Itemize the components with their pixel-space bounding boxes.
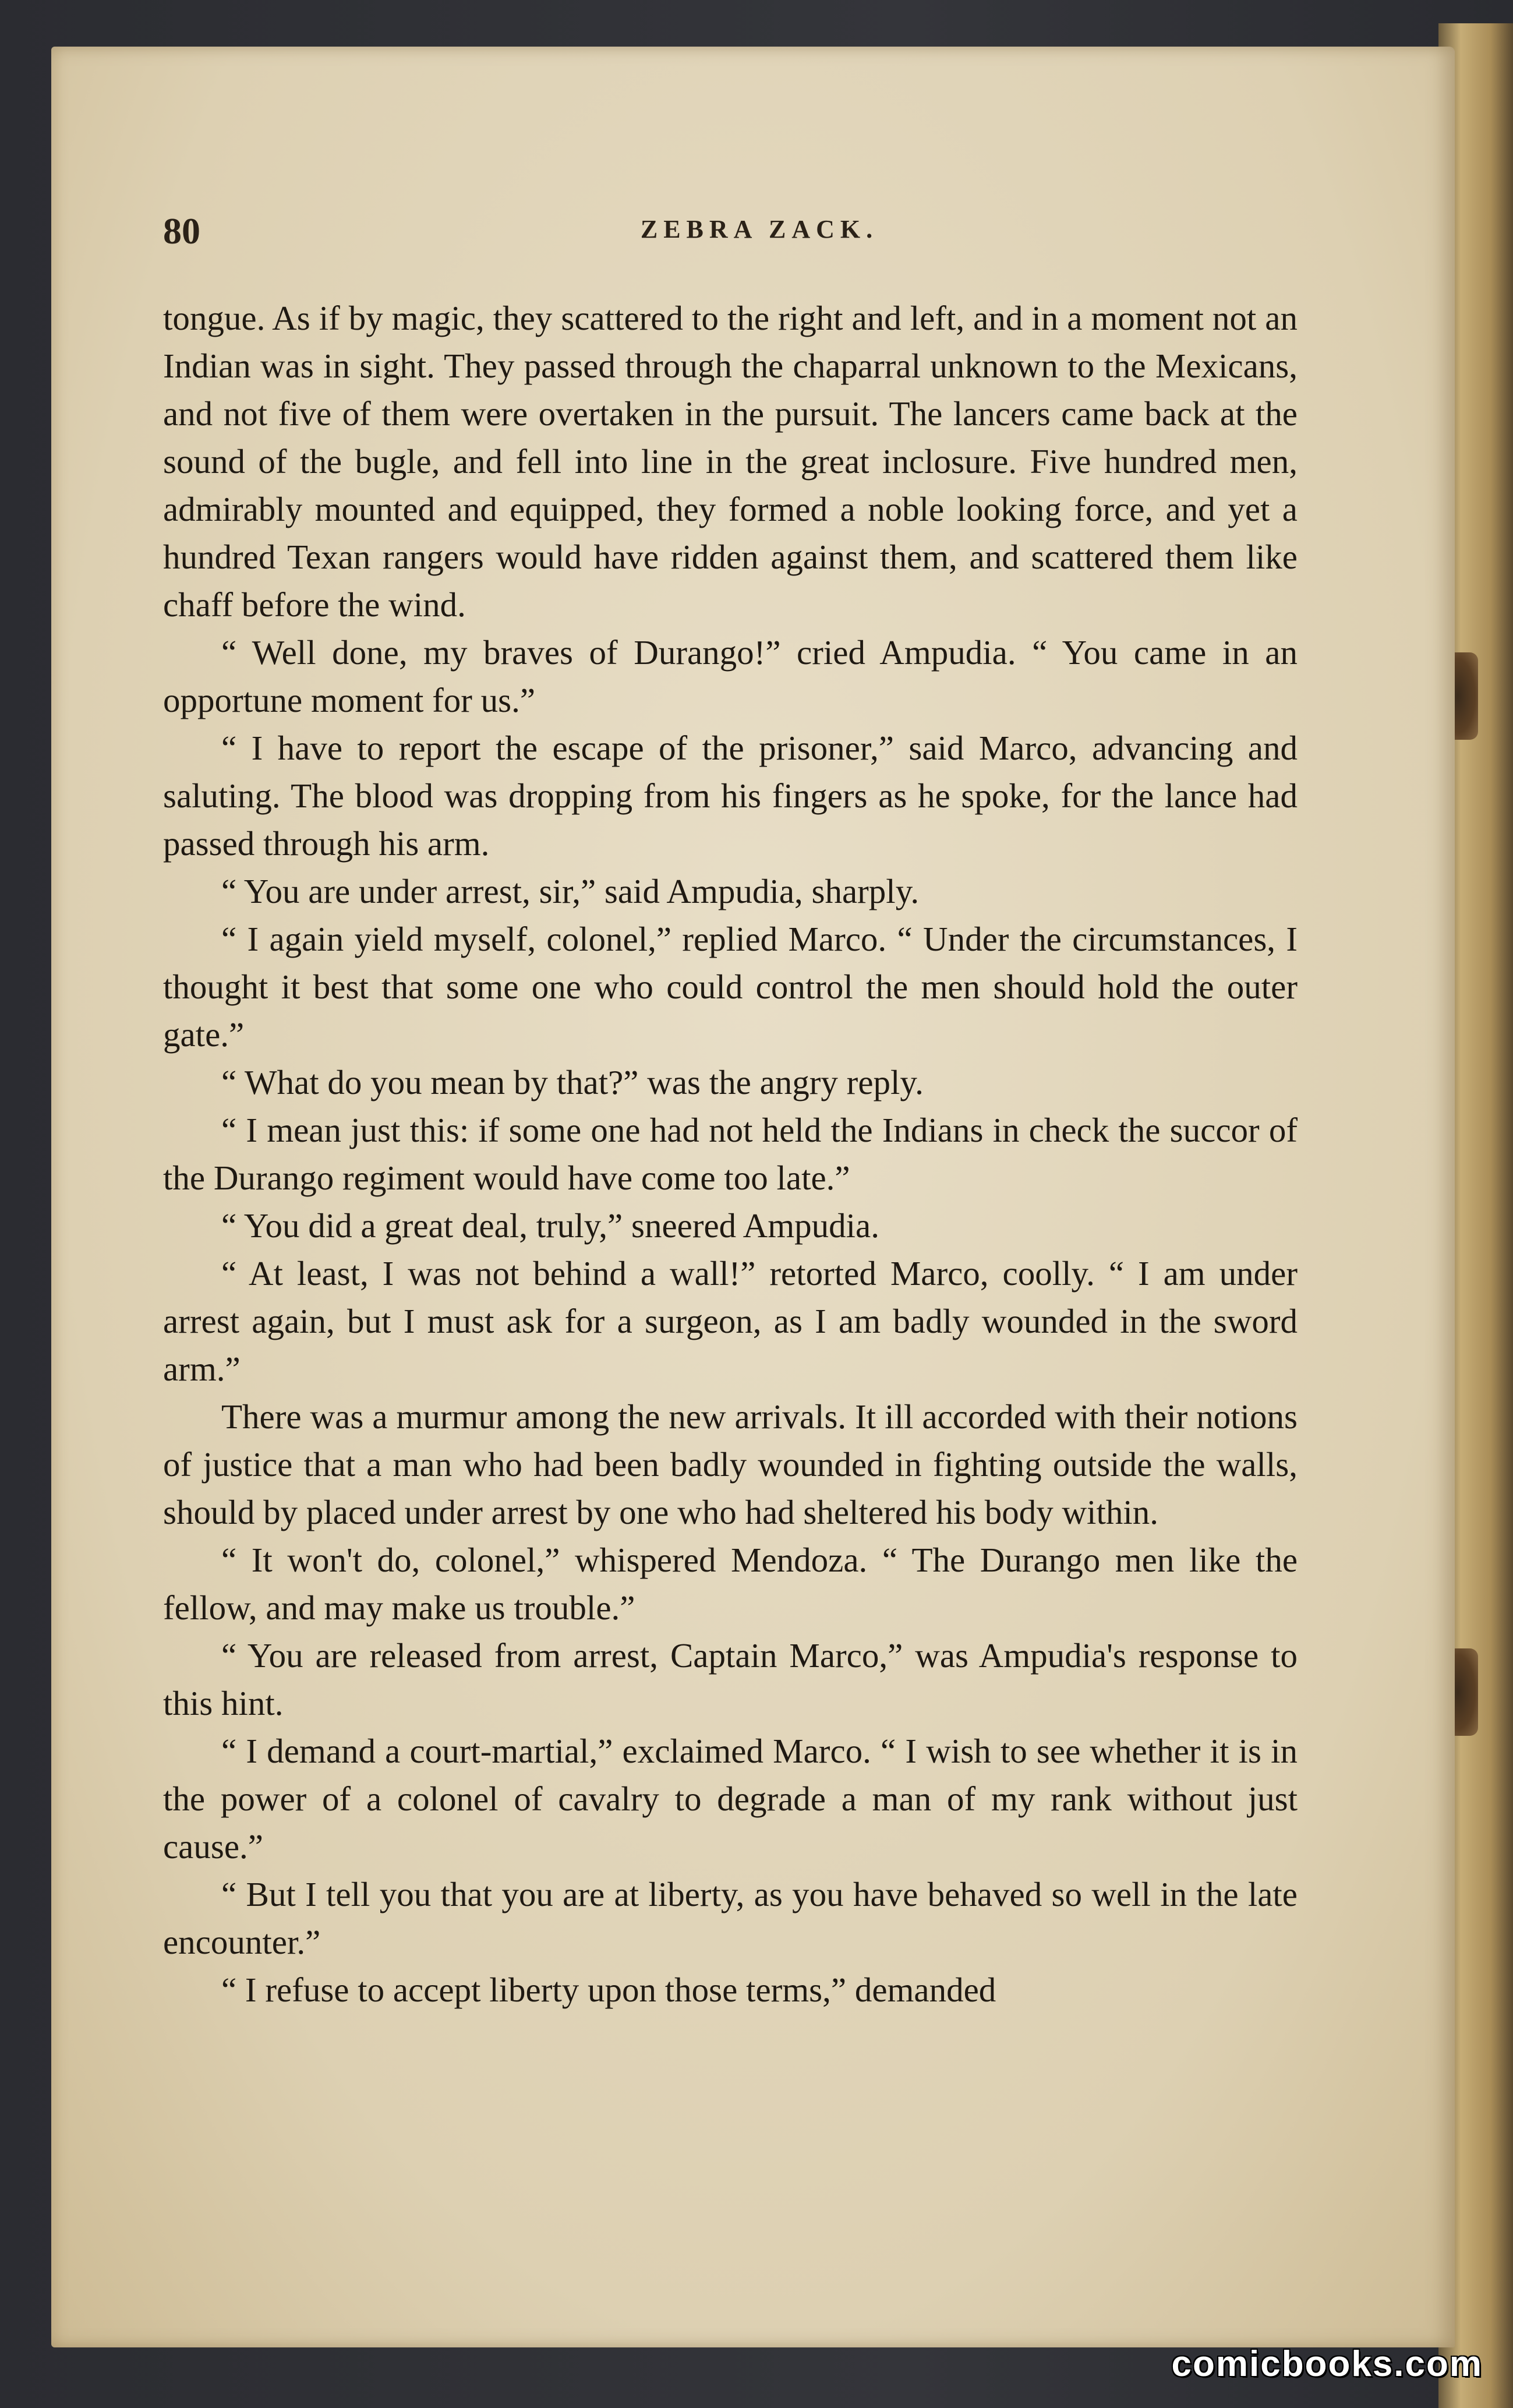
body-text <box>163 294 1298 2014</box>
paragraph: “ It won't do, colonel,” whispered Mendoza. “ The Durango men like the fellow, and may make us trouble.” <box>163 1541 1298 1627</box>
paragraph: “ But I tell you that you are at liberty, as you have behaved so well in the late encounter.” <box>163 1875 1298 1961</box>
running-head: ZEBRA ZACK. <box>640 215 879 243</box>
page-header <box>163 210 1356 256</box>
paragraph: “ You did a great deal, truly,” sneered Ampudia. <box>221 1206 879 1245</box>
paragraph: “ You are released from arrest, Captain Marco,” was Ampudia's response to this hint. <box>163 1636 1298 1722</box>
page-number: 80 <box>163 210 200 252</box>
paragraph: “ I mean just this: if some one had not held the Indians in check the succor of the Durango regiment would have come too late.” <box>163 1111 1298 1197</box>
paragraph: “ You are under arrest, sir,” said Ampudia, sharply. <box>221 872 920 910</box>
paragraph: There was a murmur among the new arrivals. It ill accorded with their notions of justice that a man who had been badly wounded in fighting outside the walls, should by placed under arrest by one who had sheltered his body within. <box>163 1397 1298 1531</box>
paragraph: “ I again yield myself, colonel,” replied Marco. “ Under the circumstances, I thought it best that some one who could control the men should hold the outer gate.” <box>163 920 1298 1054</box>
paragraph: “ I refuse to accept liberty upon those terms,” demanded <box>221 1971 996 2009</box>
paragraph: “ What do you mean by that?” was the angry reply. <box>221 1063 924 1101</box>
paragraph: “ I demand a court-martial,” exclaimed Marco. “ I wish to see whether it is in the power of a colonel of cavalry to degrade a man of my rank without just cause.” <box>163 1732 1298 1866</box>
paragraph: “ I have to report the escape of the prisoner,” said Marco, advancing and saluting. The blood was dropping from his fingers as he spoke, for the lance had passed through his arm. <box>163 729 1298 863</box>
site-watermark: comicbooks.com <box>1171 2344 1483 2384</box>
paragraph: “ At least, I was not behind a wall!” retorted Marco, coolly. “ I am under arrest again, but I must ask for a surgeon, as I am badly wounded in the sword arm.” <box>163 1254 1298 1388</box>
paragraph: “ Well done, my braves of Durango!” cried Ampudia. “ You came in an opportune moment for us.” <box>163 633 1298 719</box>
paragraph: tongue. As if by magic, they scattered to the right and left, and in a moment not an Indian was in sight. They passed through the chaparral unknown to the Mexicans, and not five of them were overtaken in the pursuit. The lancers came back at the sound of the bugle, and fell into line in the great inclosure. Five hundred men, admirably mounted and equipped, they formed a noble looking force, and yet a hundred Texan rangers would have ridden against them, and scattered them like chaff before the wind. <box>163 299 1298 624</box>
